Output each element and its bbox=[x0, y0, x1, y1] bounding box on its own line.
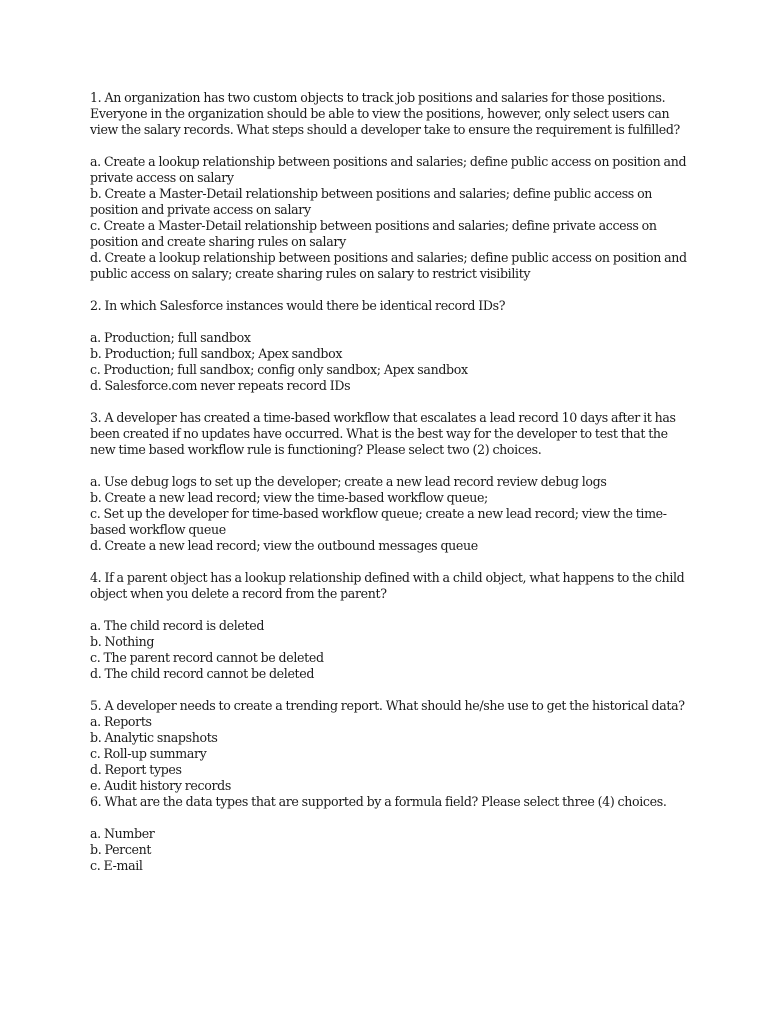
question-text: 4. If a parent object has a lookup relationship defined with a child object, what happens to the child object when you delete a record from the parent? bbox=[90, 570, 685, 601]
answer-options bbox=[90, 474, 690, 554]
answer-option-d: d. Report types bbox=[90, 762, 182, 777]
question-text: 1. An organization has two custom objects to track job positions and salaries for those positions. Everyone in the organization should be able to view the positions, however, only select users can view the salary records. What steps should a developer take to ensure the requirement is fulfilled? bbox=[90, 90, 680, 137]
answer-option-d: d. Salesforce.com never repeats record IDs bbox=[90, 378, 351, 393]
answer-option-c: c. Roll-up summary bbox=[90, 746, 207, 761]
question-2 bbox=[90, 298, 690, 394]
answer-option-c: c. E-mail bbox=[90, 858, 143, 873]
answer-option-b: b. Create a new lead record; view the time-based workflow queue; bbox=[90, 490, 488, 505]
answer-option-b: b. Create a Master-Detail relationship between positions and salaries; define public access on position and private access on salary bbox=[90, 186, 653, 217]
answer-option-c: c. Create a Master-Detail relationship between positions and salaries; define private access on position and create sharing rules on salary bbox=[90, 218, 657, 249]
answer-option-c: c. Set up the developer for time-based workflow queue; create a new lead record; view the time-based workflow queue bbox=[90, 506, 667, 537]
answer-options bbox=[90, 714, 690, 794]
question-5 bbox=[90, 698, 690, 794]
question-text: 3. A developer has created a time-based workflow that escalates a lead record 10 days after it has been created if no updates have occurred. What is the best way for the developer to test that the new time based workflow rule is functioning? Please select two (2) choices. bbox=[90, 410, 676, 457]
answer-option-d: d. The child record cannot be deleted bbox=[90, 666, 315, 681]
question-1 bbox=[90, 90, 690, 282]
question-text: 5. A developer needs to create a trending report. What should he/she use to get the historical data? bbox=[90, 698, 685, 713]
question-text: 2. In which Salesforce instances would there be identical record IDs? bbox=[90, 298, 506, 313]
question-3 bbox=[90, 410, 690, 554]
answer-option-a: a. Number bbox=[90, 826, 155, 841]
answer-option-a: a. The child record is deleted bbox=[90, 618, 265, 633]
answer-option-b: b. Nothing bbox=[90, 634, 155, 649]
answer-option-a: a. Production; full sandbox bbox=[90, 330, 251, 345]
answer-option-d: d. Create a new lead record; view the outbound messages queue bbox=[90, 538, 478, 553]
answer-option-a: a. Create a lookup relationship between positions and salaries; define public access on position and private access on salary bbox=[90, 154, 687, 185]
answer-option-a: a. Reports bbox=[90, 714, 152, 729]
answer-option-c: c. The parent record cannot be deleted bbox=[90, 650, 324, 665]
question-text: 6. What are the data types that are supported by a formula field? Please select three (4) choices. bbox=[90, 794, 667, 809]
question-6 bbox=[90, 794, 690, 874]
answer-option-c: c. Production; full sandbox; config only sandbox; Apex sandbox bbox=[90, 362, 468, 377]
answer-options bbox=[90, 154, 690, 282]
answer-option-a: a. Use debug logs to set up the developer; create a new lead record review debug logs bbox=[90, 474, 607, 489]
document-page bbox=[90, 90, 690, 874]
answer-option-d: d. Create a lookup relationship between positions and salaries; define public access on position and public access on salary; create sharing rules on salary to restrict visibility bbox=[90, 250, 687, 281]
answer-option-b: b. Production; full sandbox; Apex sandbox bbox=[90, 346, 343, 361]
answer-option-e: e. Audit history records bbox=[90, 778, 231, 793]
question-4 bbox=[90, 570, 690, 682]
answer-options bbox=[90, 826, 690, 874]
answer-option-b: b. Percent bbox=[90, 842, 152, 857]
answer-option-b: b. Analytic snapshots bbox=[90, 730, 218, 745]
answer-options bbox=[90, 330, 690, 394]
answer-options bbox=[90, 618, 690, 682]
